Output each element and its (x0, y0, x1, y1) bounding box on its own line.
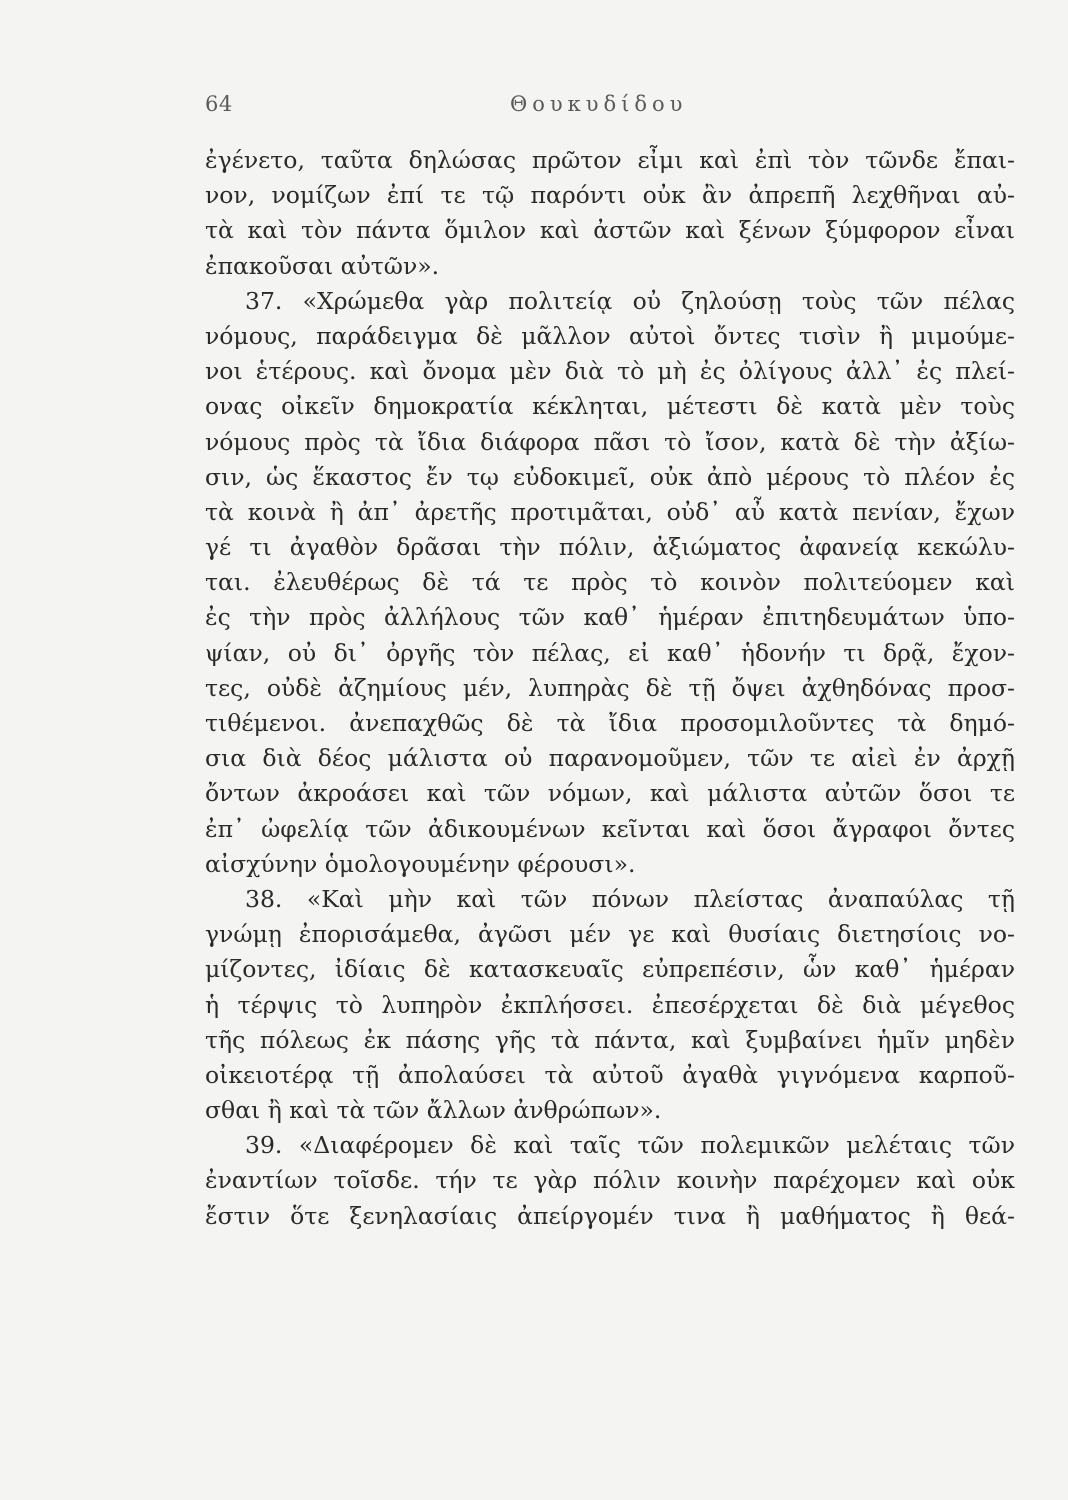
text-line: νοι ἑτέρους. καὶ ὄνομα μὲν διὰ τὸ μὴ ἐς ὀλίγους ἀλλ᾽ ἐς πλεί- (205, 357, 1015, 386)
text-line: σια διὰ δέος μάλιστα οὐ παρανομοῦμεν, τῶν τε αἰεὶ ἐν ἀρχῇ (205, 744, 1015, 773)
text-line: ονας οἰκεῖν δημοκρατία κέκληται, μέτεστι δὲ κατὰ μὲν τοὺς (205, 392, 1015, 421)
text-line: ἐγένετο, ταῦτα δηλώσας πρῶτον εἶμι καὶ ἐπὶ τὸν τῶνδε ἔπαι- (205, 146, 1015, 174)
text-line: τὰ καὶ τὸν πάντα ὅμιλον καὶ ἀστῶν καὶ ξένων ξύμφορον εἶναι (205, 216, 1015, 245)
text-line: ἐς τὴν πρὸς ἀλλήλους τῶν καθ᾽ ἡμέραν ἐπιτηδευμάτων ὑπο- (205, 603, 1015, 632)
page-header (205, 92, 915, 122)
text-line: ἐναντίων τοῖσδε. τήν τε γὰρ πόλιν κοινὴν παρέχομεν καὶ οὐκ (205, 1166, 1015, 1195)
text-line: γνώμῃ ἐπορισάμεθα, ἀγῶσι μέν γε καὶ θυσίαις διετησίοις νο- (205, 920, 1015, 949)
text-line: οἰκειοτέρᾳ τῇ ἀπολαύσει τὰ αὐτοῦ ἀγαθὰ γιγνόμενα καρποῦ- (205, 1060, 1015, 1089)
text-line: ὄντων ἀκροάσει καὶ τῶν νόμων, καὶ μάλιστα αὐτῶν ὅσοι τε (205, 779, 1015, 808)
text-line: ἡ τέρψις τὸ λυπηρὸν ἐκπλήσσει. ἐπεσέρχεται δὲ διὰ μέγεθος (205, 990, 1015, 1019)
text-line: ἐπακοῦσαι αὐτῶν». (205, 251, 440, 280)
section-37-start: 37. «Χρώμεθα γὰρ πολιτείᾳ οὐ ζηλούσῃ τοὺς τῶν πέλας (245, 286, 1015, 315)
text-line: ἐπ᾽ ὠφελίᾳ τῶν ἀδικουμένων κεῖνται καὶ ὅσοι ἄγραφοι ὄντες (205, 814, 1015, 843)
text-line: τες, οὐδὲ ἀζημίους μέν, λυπηρὰς δὲ τῇ ὄψει ἀχθηδόνας προσ- (205, 673, 1015, 702)
text-line: νον, νομίζων ἐπί τε τῷ παρόντι οὐκ ἂν ἀπρεπῆ λεχθῆναι αὐ- (205, 181, 1015, 210)
text-line: ται. ἐλευθέρως δὲ τά τε πρὸς τὸ κοινὸν πολιτεύομεν καὶ (205, 568, 1015, 597)
text-line: νόμους πρὸς τὰ ἴδια διάφορα πᾶσι τὸ ἴσον, κατὰ δὲ τὴν ἀξίω- (205, 427, 1015, 456)
text-line: αἰσχύνην ὁμολογουμένην φέρουσι». (205, 849, 636, 878)
running-title: Θουκυδίδου (510, 92, 688, 116)
text-line: τῆς πόλεως ἐκ πάσης γῆς τὰ πάντα, καὶ ξυμβαίνει ἡμῖν μηδὲν (205, 1025, 1015, 1054)
text-line: σθαι ἢ καὶ τὰ τῶν ἄλλων ἀνθρώπων». (205, 1096, 662, 1125)
text-line: τὰ κοινὰ ἢ ἀπ᾽ ἀρετῆς προτιμᾶται, οὐδ᾽ αὖ κατὰ πενίαν, ἔχων (205, 497, 1015, 526)
text-line: γέ τι ἀγαθὸν δρᾶσαι τὴν πόλιν, ἀξιώματος ἀφανείᾳ κεκώλυ- (205, 533, 1015, 562)
text-line: σιν, ὡς ἕκαστος ἔν τῳ εὐδοκιμεῖ, οὐκ ἀπὸ μέρους τὸ πλέον ἐς (205, 462, 1015, 491)
body-text (205, 143, 1015, 1234)
text-line: ἔστιν ὅτε ξενηλασίαις ἀπείργομέν τινα ἢ μαθήματος ἢ θεά- (205, 1201, 1015, 1230)
text-line: ψίαν, οὐ δι᾽ ὀργῆς τὸν πέλας, εἰ καθ᾽ ἡδονήν τι δρᾷ, ἔχον- (205, 638, 1015, 667)
section-39-start: 39. «Διαφέρομεν δὲ καὶ ταῖς τῶν πολεμικῶν μελέταις τῶν (245, 1131, 1015, 1160)
text-line: τιθέμενοι. ἀνεπαχθῶς δὲ τὰ ἴδια προσομιλοῦντες τὰ δημό- (205, 709, 1015, 737)
text-line: νόμους, παράδειγμα δὲ μᾶλλον αὐτοὶ ὄντες τισὶν ἢ μιμούμε- (205, 321, 1015, 350)
page-number: 64 (205, 92, 233, 116)
section-38-start: 38. «Καὶ μὴν καὶ τῶν πόνων πλείστας ἀναπαύλας τῇ (245, 884, 1015, 913)
text-line: μίζοντες, ἰδίαις δὲ κατασκευαῖς εὐπρεπέσιν, ὧν καθ᾽ ἡμέραν (205, 955, 1015, 984)
